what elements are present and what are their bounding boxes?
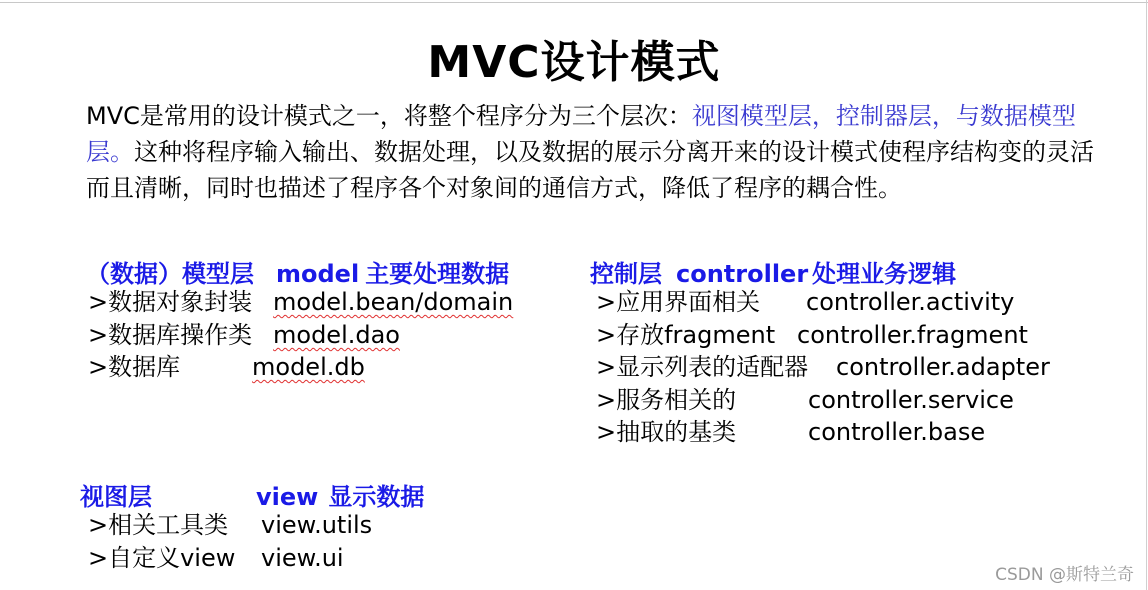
view-heading (80, 477, 424, 512)
model-heading-en: model (276, 260, 360, 288)
list-item (88, 509, 448, 541)
controller-item-label: >显示列表的适配器 (596, 353, 809, 381)
model-item-value: model.bean/domain (273, 288, 514, 316)
model-heading-desc: 主要处理数据 (365, 260, 510, 288)
view-heading-desc: 显示数据 (328, 483, 425, 511)
list-item (596, 319, 1116, 351)
controller-heading (590, 254, 956, 289)
intro-layers: 视图模型层，控制器层，与数据模型层。 (86, 102, 1076, 166)
model-heading (86, 254, 509, 289)
controller-item-value: controller.base (808, 418, 986, 446)
intro-rest: 这种将程序输入输出、数据处理，以及数据的展示分离开来的设计模式使程序结构变的灵活而且清晰，同时也描述了程序各个对象间的通信方式，降低了程序的耦合性。 (86, 138, 1094, 202)
view-item-label: >自定义view (88, 544, 236, 572)
list-item (88, 351, 558, 383)
controller-item-value: controller.service (808, 386, 1014, 414)
controller-item-label: >应用界面相关 (596, 288, 761, 316)
model-item-label: >数据库 (88, 353, 181, 381)
view-item-value: view.ui (261, 544, 344, 572)
controller-item-label: >抽取的基类 (596, 418, 737, 446)
controller-item-value: controller.activity (806, 288, 1015, 316)
intro-lead: MVC是常用的设计模式之一，将整个程序分为三个层次： (86, 102, 692, 130)
controller-heading-cn: 控制层 (590, 260, 662, 288)
controller-item-value: controller.fragment (797, 321, 1028, 349)
view-heading-cn: 视图层 (80, 483, 152, 511)
model-item-label: >数据对象封装 (88, 288, 253, 316)
intro-paragraph (86, 98, 1096, 206)
model-item-label: >数据库操作类 (88, 321, 253, 349)
list-item (596, 416, 1116, 448)
model-item-value: model.db (252, 353, 365, 381)
controller-item-label: >服务相关的 (596, 386, 737, 414)
controller-item-label: >存放fragment (596, 321, 776, 349)
view-item-value: view.utils (261, 511, 373, 539)
controller-heading-desc: 处理业务逻辑 (812, 260, 957, 288)
model-item-value: model.dao (273, 321, 400, 349)
model-heading-cn: （数据）模型层 (86, 260, 254, 288)
view-heading-en: view (256, 483, 319, 511)
list-item (596, 286, 1116, 318)
page-title: MVC设计模式 (427, 37, 721, 88)
list-item (596, 384, 1116, 416)
list-item (596, 351, 1116, 383)
view-item-label: >相关工具类 (88, 511, 229, 539)
csdn-watermark: CSDN @斯特兰奇 (995, 565, 1134, 585)
controller-heading-en: controller (676, 260, 809, 288)
list-item (88, 319, 558, 351)
controller-item-value: controller.adapter (836, 353, 1050, 381)
list-item (88, 542, 448, 574)
list-item (88, 286, 558, 318)
top-border (0, 2, 1148, 3)
